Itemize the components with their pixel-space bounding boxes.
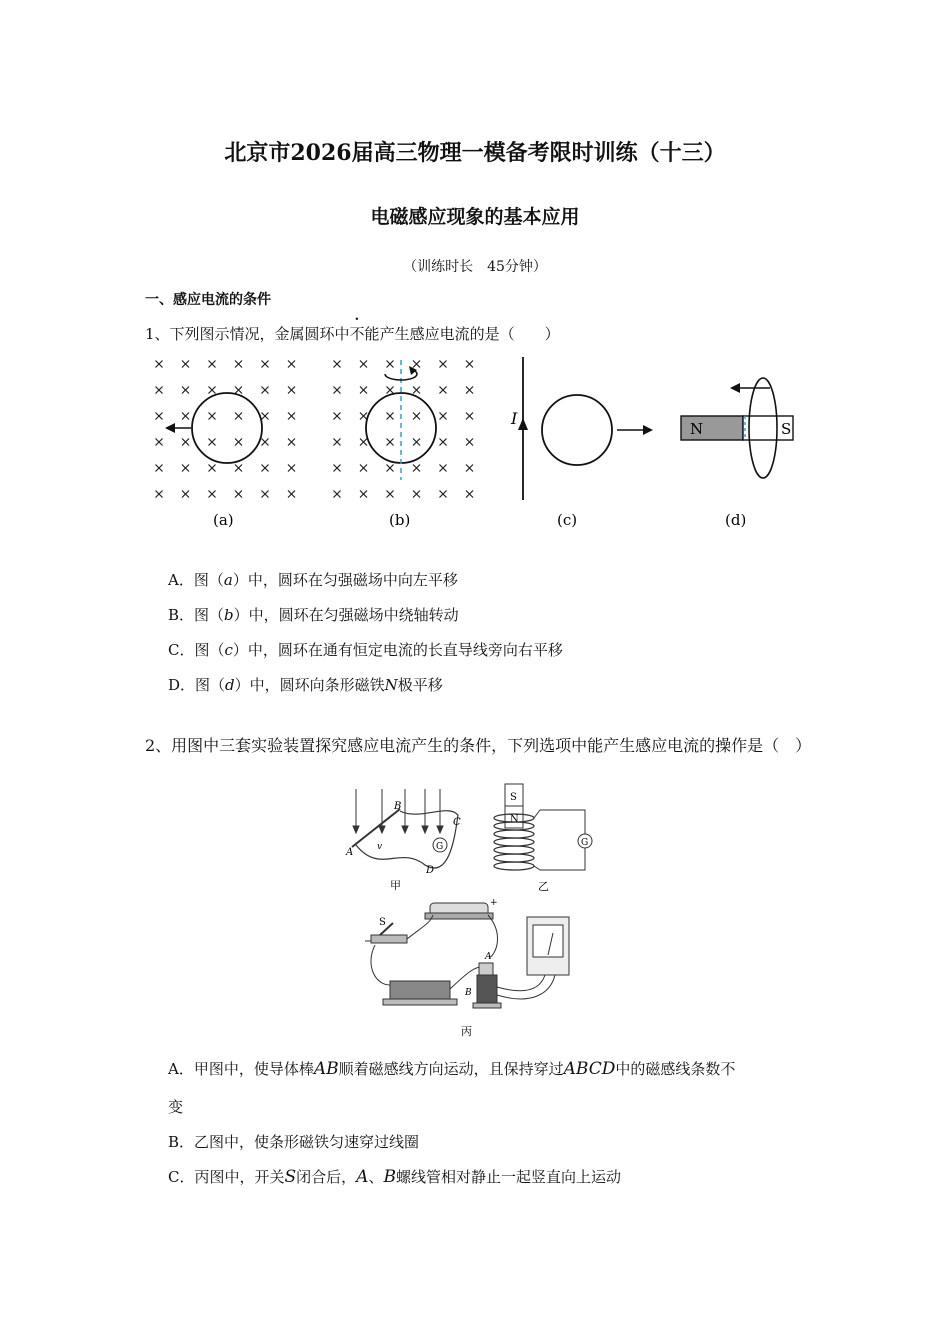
right-arrow-icon [643, 425, 653, 435]
option-a[interactable]: A．图（a）中，圆环在匀强磁场中向左平移 [168, 571, 458, 589]
figure-label-c: (c) [557, 511, 578, 529]
option-d[interactable]: D．图（d）中，圆环向条形磁铁N极平移 [168, 676, 443, 694]
question-1-stem: 1、下列图示情况，金属圆环中不能产生感应电流的是（ ） [145, 325, 560, 343]
figure-c [505, 352, 665, 532]
figure-label-b: (b) [389, 511, 411, 529]
figure-label-d: (d) [725, 511, 747, 529]
figure-yi [485, 780, 605, 895]
figure-d [675, 352, 805, 532]
magnet-s-label: S [781, 420, 792, 438]
magnetic-field-crosses [156, 361, 296, 498]
option-b[interactable]: B．图（b）中，圆环在匀强磁场中绕轴转动 [168, 606, 459, 624]
rheostat-icon [390, 981, 450, 1001]
figure-label-yi: 乙 [538, 880, 549, 893]
option-c[interactable]: C．图（c）中，圆环在通有恒定电流的长直导线旁向右平移 [168, 641, 563, 659]
figure-label-jia: 甲 [390, 879, 401, 892]
svg-text:N: N [510, 814, 519, 825]
section-heading: 一、感应电流的条件 [145, 292, 271, 308]
left-arrow-icon [730, 383, 740, 393]
current-label: I [511, 409, 518, 428]
option-2a-continued: 变 [168, 1098, 184, 1116]
option-2a[interactable]: A．甲图中，使导体棒AB顺着磁感线方向运动，且保持穿过ABCD中的磁感线条数不 [168, 1059, 736, 1079]
svg-text:v: v [377, 842, 383, 852]
page-title: 北京市2026届高三物理一模备考限时训练（十三） [224, 140, 726, 166]
coil-a-icon [479, 963, 493, 975]
svg-text:B: B [394, 801, 402, 812]
figure-b [325, 352, 485, 532]
svg-text:G: G [436, 842, 444, 852]
svg-text:+: + [490, 898, 498, 908]
magnetic-field-crosses [334, 361, 474, 498]
svg-text:G: G [581, 838, 589, 848]
page-subtitle: 电磁感应现象的基本应用 [370, 206, 580, 228]
conductor-rod [352, 809, 400, 847]
left-arrow-icon [165, 423, 175, 433]
metal-ring [192, 393, 262, 463]
svg-text:S: S [379, 917, 386, 928]
option-2c[interactable]: C．丙图中，开关S闭合后，A、B螺线管相对静止一起竖直向上运动 [168, 1167, 621, 1187]
figure-bing [355, 895, 595, 1040]
question-2-stem: 2、用图中三套实验装置探究感应电流产生的条件，下列选项中能产生感应电流的操作是（ ） [145, 736, 812, 755]
option-2b[interactable]: B．乙图中，使条形磁铁匀速穿过线圈 [168, 1133, 420, 1151]
solenoid-coil [494, 814, 534, 870]
svg-text:D: D [426, 865, 435, 876]
metal-ring [542, 395, 612, 465]
svg-text:A: A [346, 847, 354, 858]
up-arrow-icon [518, 418, 528, 430]
duration-note: （训练时长 45分钟） [403, 259, 547, 275]
magnet-n-label: N [690, 420, 704, 438]
svg-text:S: S [510, 792, 517, 803]
coil-b-icon [477, 975, 497, 1005]
svg-text:A: A [485, 952, 492, 962]
figure-label-a: (a) [213, 511, 234, 529]
svg-text:C: C [453, 817, 461, 828]
switch-icon [371, 935, 407, 943]
figure-jia [340, 785, 470, 895]
svg-text:B: B [465, 988, 472, 998]
emphasis-text: 不能 [349, 325, 380, 343]
figure-a [145, 352, 305, 532]
figure-label-bing: 丙 [461, 1025, 472, 1038]
